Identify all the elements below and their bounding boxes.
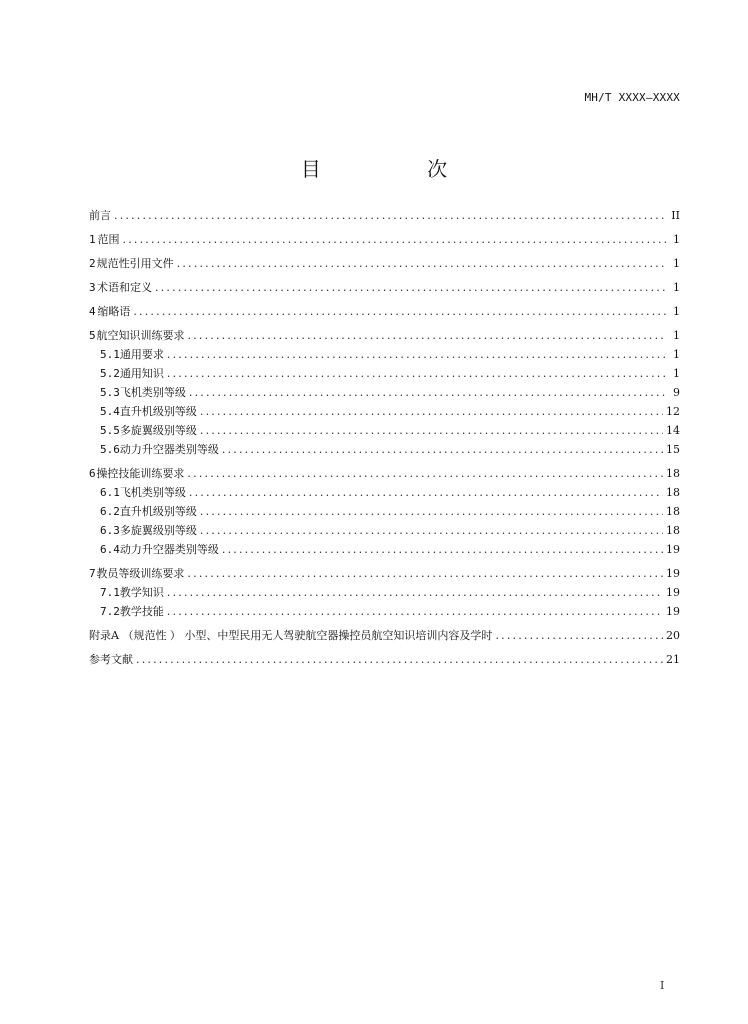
- toc-entry[interactable]: [89, 304, 680, 320]
- toc-entry-label: 缩略语: [97, 305, 131, 318]
- toc-entry[interactable]: [89, 328, 680, 344]
- toc-entry-page: 19: [666, 605, 680, 618]
- toc-leader-dots: [136, 652, 663, 668]
- toc-entry[interactable]: [89, 585, 680, 601]
- toc-leader-dots: [200, 504, 663, 520]
- toc-entry-page: 20: [666, 629, 680, 642]
- toc-entry-label: 航空知识训练要求: [96, 329, 185, 342]
- toc-entry-number: 5.5: [100, 424, 120, 437]
- toc-entry[interactable]: [89, 280, 680, 296]
- toc-entry-label: 教员等级训练要求: [96, 567, 185, 580]
- toc-leader-dots: [222, 542, 663, 558]
- toc-entry-label: 前言: [89, 209, 111, 222]
- toc-entry[interactable]: [89, 523, 680, 539]
- toc-entry-number: 5.1: [100, 348, 120, 361]
- toc-entry-label: 通用要求: [119, 348, 164, 361]
- toc-entry[interactable]: [89, 466, 680, 482]
- toc-entry-number: 6.1: [100, 486, 120, 499]
- toc-entry-number: 3: [89, 281, 96, 294]
- toc-entry-number: 1: [89, 233, 96, 246]
- toc-entry-label: 飞机类别等级: [119, 486, 186, 499]
- toc-entry-page: 14: [666, 424, 680, 437]
- toc-entry[interactable]: [89, 652, 680, 668]
- toc-entry-page: 12: [666, 405, 680, 418]
- toc-leader-dots: [177, 256, 667, 272]
- toc-leader-dots: [189, 385, 667, 401]
- toc-entry-label: 动力升空器类别等级: [119, 543, 219, 556]
- table-of-contents: [89, 206, 680, 668]
- toc-leader-dots: [167, 347, 667, 363]
- toc-entry-label: 多旋翼级别等级: [119, 524, 197, 537]
- toc-entry[interactable]: [89, 366, 680, 382]
- toc-entry[interactable]: [89, 542, 680, 558]
- toc-leader-dots: [222, 442, 663, 458]
- toc-entry-number: 7: [89, 567, 96, 580]
- toc-entry[interactable]: [89, 423, 680, 439]
- toc-entry[interactable]: [89, 628, 680, 644]
- toc-entry-number: 6.4: [100, 543, 120, 556]
- toc-entry-page: 19: [666, 543, 680, 556]
- toc-entry[interactable]: [89, 566, 680, 582]
- toc-entry-number: 5.4: [100, 405, 120, 418]
- toc-leader-dots: [167, 585, 663, 601]
- toc-entry-label: 操控技能训练要求: [96, 467, 185, 480]
- toc-entry-number: 5.6: [100, 443, 120, 456]
- toc-leader-dots: [133, 304, 667, 320]
- toc-entry-number: 6.3: [100, 524, 120, 537]
- toc-entry[interactable]: [89, 604, 680, 620]
- toc-entry-page: 1: [673, 233, 680, 246]
- toc-entry[interactable]: [89, 232, 680, 248]
- toc-leader-dots: [167, 604, 663, 620]
- toc-entry[interactable]: [89, 256, 680, 272]
- toc-entry-label: 飞机类别等级: [119, 386, 186, 399]
- toc-leader-dots: [167, 366, 667, 382]
- toc-leader-dots: [187, 328, 667, 344]
- toc-entry-label: 范围: [97, 233, 120, 246]
- toc-leader-dots: [189, 485, 663, 501]
- toc-entry-page: 19: [666, 586, 680, 599]
- toc-leader-dots: [155, 280, 667, 296]
- toc-entry-number: 2: [89, 257, 96, 270]
- toc-entry[interactable]: [89, 504, 680, 520]
- toc-leader-dots: [187, 466, 663, 482]
- toc-entry-label: 术语和定义: [96, 281, 152, 294]
- toc-entry-page: 1: [673, 348, 680, 361]
- document-code: MH/T XXXX—XXXX: [584, 91, 680, 104]
- toc-entry-page: 1: [673, 281, 680, 294]
- toc-title: 目 次: [300, 157, 498, 181]
- toc-entry-label: 动力升空器类别等级: [119, 443, 219, 456]
- toc-entry-number: 7.1: [100, 586, 120, 599]
- toc-entry-page: 1: [673, 367, 680, 380]
- toc-leader-dots: [123, 232, 668, 248]
- toc-entry[interactable]: [89, 442, 680, 458]
- toc-entry-number: 4: [89, 305, 96, 318]
- toc-leader-dots: [200, 404, 663, 420]
- toc-entry-page: 18: [666, 486, 680, 499]
- toc-entry[interactable]: [89, 385, 680, 401]
- toc-entry-label: 直升机级别等级: [119, 505, 197, 518]
- toc-entry-page: 1: [673, 257, 680, 270]
- toc-entry-page: 19: [666, 567, 680, 580]
- toc-entry-label: 附录A （规范性 ） 小型、中型民用无人驾驶航空器操控员航空知识培训内容及学时: [89, 629, 493, 642]
- toc-leader-dots: [495, 628, 663, 644]
- toc-entry-number: 5.3: [100, 386, 120, 399]
- toc-entry-label: 通用知识: [119, 367, 164, 380]
- toc-entry[interactable]: [89, 485, 680, 501]
- toc-leader-dots: [187, 566, 663, 582]
- toc-entry[interactable]: [89, 347, 680, 363]
- toc-entry-page: 18: [666, 505, 680, 518]
- toc-entry-page: 1: [673, 329, 680, 342]
- toc-entry-label: 参考文献: [89, 653, 133, 666]
- toc-entry-label: 直升机级别等级: [119, 405, 197, 418]
- toc-entry-page: 15: [666, 443, 680, 456]
- toc-entry-number: 7.2: [100, 605, 120, 618]
- toc-entry-label: 多旋翼级别等级: [119, 424, 197, 437]
- toc-entry-number: 6.2: [100, 505, 120, 518]
- toc-leader-dots: [114, 208, 667, 224]
- page-number: I: [660, 979, 665, 992]
- toc-entry-label: 教学知识: [119, 586, 164, 599]
- toc-entry[interactable]: [89, 404, 680, 420]
- toc-entry-page: 1: [673, 305, 680, 318]
- toc-entry-page: 18: [666, 467, 680, 480]
- toc-entry-number: 6: [89, 467, 96, 480]
- toc-entry-page: 18: [666, 524, 680, 537]
- toc-entry-label: 教学技能: [119, 605, 164, 618]
- toc-entry-number: 5.2: [100, 367, 120, 380]
- toc-entry-page: 21: [666, 653, 680, 666]
- toc-entry-label: 规范性引用文件: [96, 257, 174, 270]
- toc-entry-number: 5: [89, 329, 96, 342]
- toc-entry[interactable]: [89, 208, 680, 224]
- toc-entry-page: II: [671, 209, 680, 222]
- toc-leader-dots: [200, 423, 663, 439]
- toc-entry-page: 9: [673, 386, 680, 399]
- toc-leader-dots: [200, 523, 663, 539]
